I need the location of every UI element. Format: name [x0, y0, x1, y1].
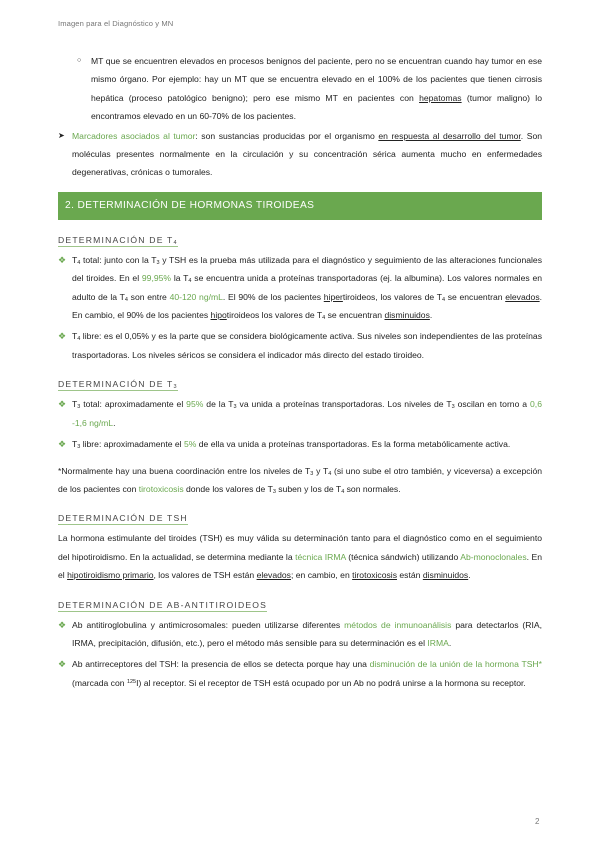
t4-total-item: ❖ $T_4$ total: junto con la $T_3$ y TSH es la prueba más utilizada para el diagnóstico y seguimiento de las alteraciones funcionales del tiroides. En el 99,95% la $T_4$ se encuentra unida a proteínas transportadoras (ej. la albumina). Los valores normales en adulto de la $T_4$ son entre 40-120 ng/mL. El 90% de los pacientes hipertiroideos, los valores de $T_4$ se encuentran elevados. En cambio, el 90% de los pacientes hipotiroideos los valores de $T_4$ se encuentran disminuidos.: [58, 251, 542, 325]
t4-heading: DETERMINACIÓN DE $T_4$: [58, 234, 178, 246]
t3-free-item: ❖ $T_3$ libre: aproximadamente el 5% de ella va unida a proteínas transportadoras. Es la forma metabólicamente activa.: [58, 435, 542, 453]
intro-circle-item: ○ MT que se encuentren elevados en procesos benignos del paciente, pero no se encuentran cuando hay tumor en ese mismo órgano. Por ejemplo: hay un MT que se encuentra elevado en el 100% de los pacientes que tienen cirrosis hepática (proceso patológico benigno); pero ese mismo MT en pacientes con hepatomas (tumor maligno) lo encontramos elevado en un 60-70% de los pacientes.: [58, 52, 542, 126]
tsh-heading: DETERMINACIÓN DE TSH: [58, 513, 188, 524]
t4-free-item: ❖ $T_4$ libre: es el 0,05% y es la parte que se considera biológicamente activa. Sus niveles son independientes de las proteínas trasportadoras. Los niveles séricos se considera el indicador más directo del estado tiroideo.: [58, 327, 542, 364]
section-heading: 2. DETERMINACIÓN DE HORMONAS TIROIDEAS: [58, 192, 542, 220]
ab-heading-wrap: [58, 595, 542, 613]
t3-heading-wrap: [58, 374, 542, 392]
t3-heading: DETERMINACIÓN DE $T_3$: [58, 379, 178, 391]
tsh-heading-wrap: [58, 508, 542, 526]
intro-arrow-item: ➤ Marcadores asociados al tumor: son sustancias producidas por el organismo en respuesta al desarrollo del tumor. Son moléculas presentes normalmente en la circulación y su concentración sérica aumenta mucho en enfermedades degenerativas, crónicas o tumorales.: [58, 127, 542, 182]
ab-antirreceptores-item: ❖ Ab antirreceptores del TSH: la presencia de ellos se detecta porque hay una disminución de la unión de la hormona TSH* (marcada con $^{125}$I) al receptor. Si el receptor de TSH está ocupado por un Ab no podrá unirse a la hormona su receptor.: [58, 655, 542, 692]
t4-heading-wrap: [58, 230, 542, 248]
arrow-bullet-icon: ➤: [58, 130, 65, 140]
diamond-bullet-icon: ❖: [58, 254, 67, 265]
circle-bullet-icon: ○: [77, 57, 82, 64]
ab-antitiroglobulina-item: ❖ Ab antitiroglobulina y antimicrosomales: pueden utilizarse diferentes métodos de inmunoanálisis para detectarlos (RIA, IRMA, precipitación, difusión, etc.), pero el método más sensible para su determinación es el IRMA.: [58, 616, 542, 653]
header-title: Imagen para el Diagnóstico y MN: [58, 19, 174, 28]
diamond-bullet-icon: ❖: [58, 331, 67, 342]
page-content: [58, 52, 542, 692]
ab-heading: DETERMINACIÓN DE AB-ANTITIROIDEOS: [58, 599, 268, 610]
page-number: 2: [535, 817, 540, 826]
tsh-paragraph: La hormona estimulante del tiroides (TSH) es muy válida su determinación tanto para el diagnóstico como en el seguimiento del hipotiroidismo. En la actualidad, se determina mediante la técnica IRMA (técnica sándwich) utilizando Ab-monoclonales. En el hipotiroidismo primario, los valores de TSH están elevados; en cambio, en tirotoxicosis están disminuidos.: [58, 533, 542, 581]
t3-note: *Normalmente hay una buena coordinación entre los niveles de $T_3$ y $T_4$ (si uno sube el otro también, y viceversa) a excepción de los pacientes con tirotoxicosis donde los valores de $T_3$ suben y los de $T_4$ son normales.: [58, 465, 543, 495]
diamond-bullet-icon: ❖: [58, 439, 67, 450]
diamond-bullet-icon: ❖: [58, 659, 67, 670]
diamond-bullet-icon: ❖: [58, 619, 67, 630]
t3-total-item: ❖ $T_3$ total: aproximadamente el 95% de la $T_3$ va unida a proteínas transportadoras. Los niveles de $T_3$ oscilan en torno a 0,6 -1,6 ng/mL.: [58, 395, 542, 432]
diamond-bullet-icon: ❖: [58, 399, 67, 410]
